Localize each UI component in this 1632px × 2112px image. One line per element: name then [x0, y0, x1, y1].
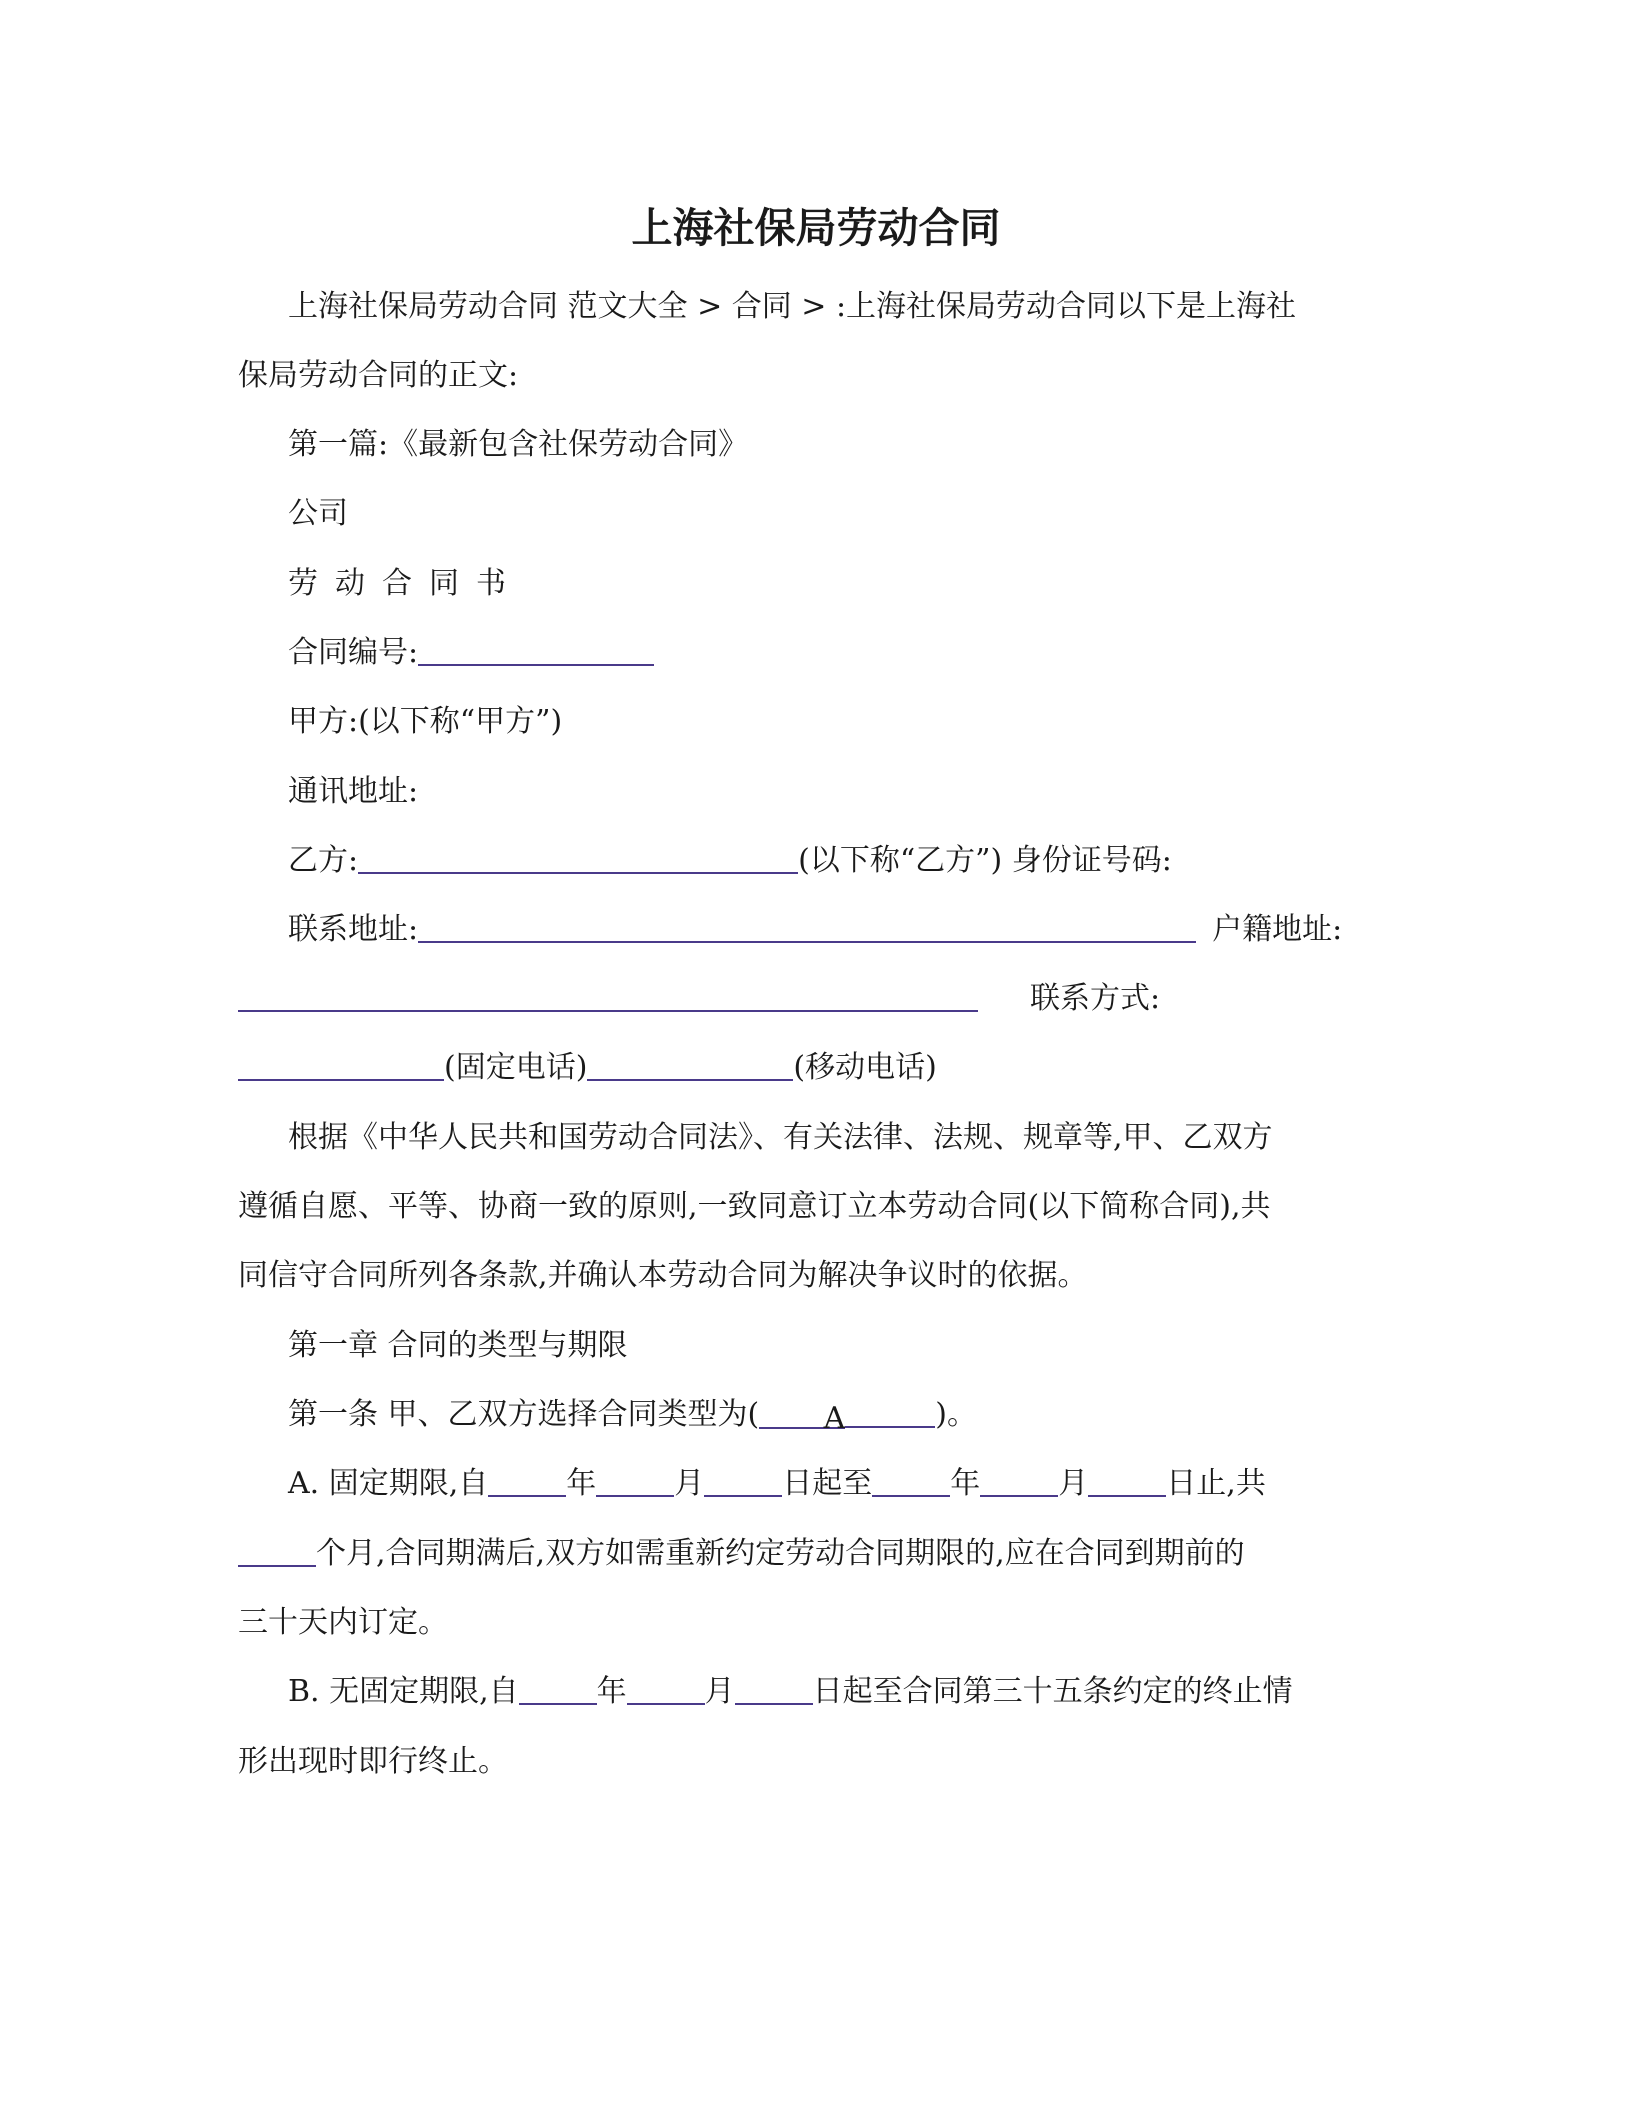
preamble-line-1: 根据《中华人民共和国劳动合同法》、有关法律、法规、规章等,甲、乙双方 [288, 1120, 1273, 1155]
option-a-line-3: 三十天内订定。 [238, 1605, 448, 1640]
option-b-month-blank [627, 1673, 705, 1705]
party-b-note: (以下称“乙方”) 身份证号码: [798, 843, 1172, 878]
option-b-line-1 [288, 1670, 1293, 1714]
household-address-blank [238, 980, 978, 1012]
option-a-month: 月 [674, 1466, 705, 1501]
contact-address-label: 联系地址: [288, 912, 419, 947]
article-title: 第一篇:《最新包含社保劳动合同》 [288, 427, 749, 462]
option-a-year2-blank [872, 1465, 950, 1497]
clause-1-suffix: )。 [935, 1397, 977, 1432]
option-b-month: 月 [704, 1674, 735, 1709]
option-a-day2-blank [1088, 1465, 1166, 1497]
contract-number-row [288, 631, 654, 675]
option-a-month2-blank [980, 1465, 1058, 1497]
party-b-row [288, 839, 1172, 883]
contract-heading: 劳动合同书 [288, 566, 523, 601]
mobile-blank [587, 1049, 793, 1081]
option-a-months-blank [238, 1535, 316, 1567]
option-b-year-blank [519, 1673, 597, 1705]
option-a-day-end: 日止,共 [1166, 1466, 1266, 1501]
intro-line-1: 上海社保局劳动合同 范文大全 > 合同 > :上海社保局劳动合同以下是上海社 [288, 289, 1297, 324]
landline-label: (固定电话) [444, 1050, 588, 1085]
option-a-label: A. 固定期限,自 [288, 1466, 489, 1501]
contact-method-label: 联系方式: [1030, 981, 1161, 1016]
option-b-line-2: 形出现时即行终止。 [238, 1744, 508, 1779]
option-a-month2: 月 [1058, 1466, 1089, 1501]
option-b-tail: 日起至合同第三十五条约定的终止情 [812, 1674, 1293, 1709]
company-label: 公司 [288, 496, 348, 531]
option-a-line-2-text: 个月,合同期满后,双方如需重新约定劳动合同期限的,应在合同到期前的 [316, 1536, 1245, 1571]
contract-number-label: 合同编号: [288, 635, 419, 670]
mobile-label: (移动电话) [793, 1050, 937, 1085]
option-a-line-2 [238, 1532, 1245, 1576]
party-b-blank [358, 842, 798, 874]
contact-address-row [288, 908, 1342, 952]
preamble-line-3: 同信守合同所列各条款,并确认本劳动合同为解决争议时的依据。 [238, 1258, 1088, 1293]
clause-1-blank [845, 1396, 935, 1428]
option-b-year: 年 [596, 1674, 627, 1709]
phone-row [238, 1046, 937, 1090]
landline-blank [238, 1049, 444, 1081]
address-label: 通讯地址: [288, 774, 419, 809]
contact-address-blank [418, 911, 1196, 943]
option-b-day-blank [735, 1673, 813, 1705]
chapter-1-heading: 第一章 合同的类型与期限 [288, 1328, 628, 1363]
option-a-day-blank [704, 1465, 782, 1497]
clause-1-value: A [759, 1397, 845, 1429]
preamble-line-2: 遵循自愿、平等、协商一致的原则,一致同意订立本劳动合同(以下简称合同),共 [238, 1189, 1271, 1224]
option-a-year-blank [488, 1465, 566, 1497]
clause-1-row [288, 1393, 977, 1437]
option-b-label: B. 无固定期限,自 [288, 1674, 519, 1709]
option-a-year2: 年 [950, 1466, 981, 1501]
intro-line-2: 保局劳动合同的正文: [238, 358, 519, 393]
household-address-label: 户籍地址: [1212, 912, 1343, 947]
contract-number-blank [418, 634, 654, 666]
option-a-line-1 [288, 1462, 1266, 1506]
option-a-year: 年 [566, 1466, 597, 1501]
document-title: 上海社保局劳动合同 [631, 204, 1001, 252]
option-a-day-to: 日起至 [782, 1466, 873, 1501]
party-a-label: 甲方:(以下称“甲方”) [288, 704, 563, 739]
clause-1-prefix: 第一条 甲、乙双方选择合同类型为( [288, 1397, 760, 1432]
party-b-label: 乙方: [288, 843, 359, 878]
contact-method-row [238, 977, 1160, 1021]
option-a-month-blank [596, 1465, 674, 1497]
